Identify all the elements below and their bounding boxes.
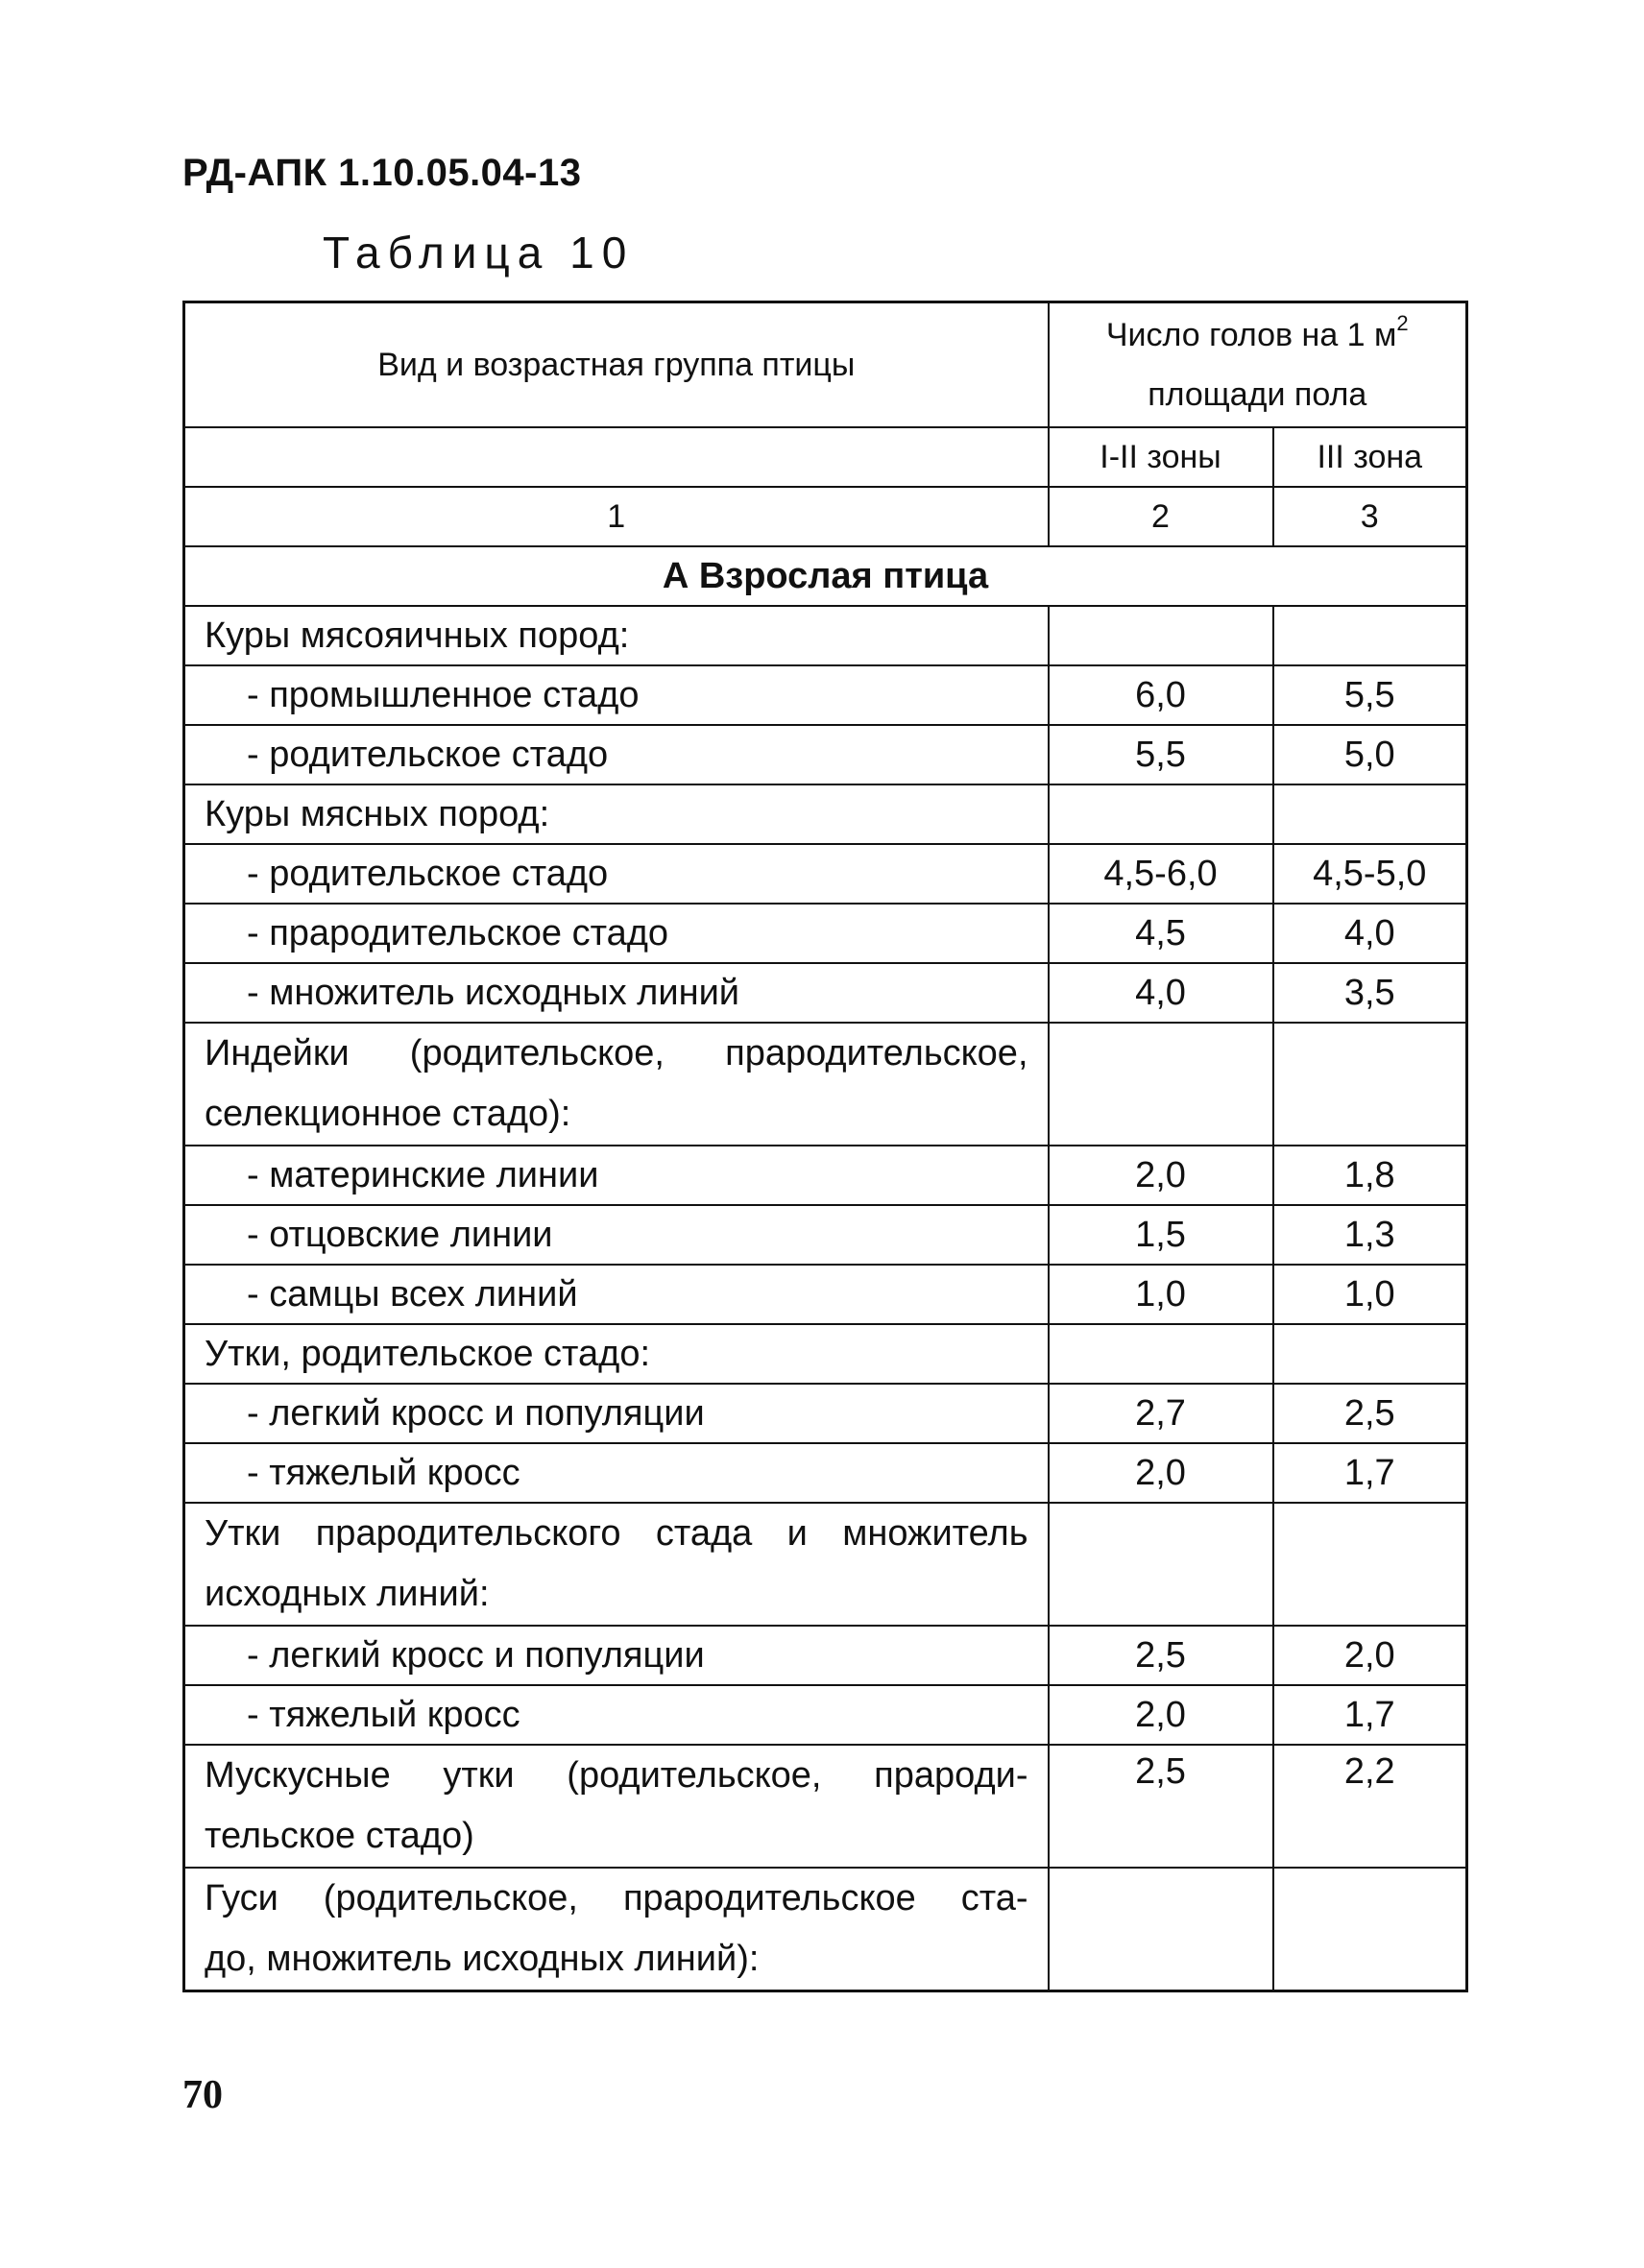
row-label: - материнские линии (184, 1146, 1049, 1205)
table-title: Таблица 10 (323, 228, 635, 277)
header-row-1 (184, 302, 1467, 428)
data-table-container (182, 301, 1465, 1992)
value-zone-3: 3,5 (1273, 963, 1467, 1023)
value-zones-1-2: 2,5 (1049, 1626, 1273, 1685)
row-label: - легкий кросс и популяции (184, 1626, 1049, 1685)
value-zones-1-2 (1049, 1324, 1273, 1384)
row-label: - родительское стадо (184, 844, 1049, 904)
header-density-group (1049, 302, 1467, 428)
value-zones-1-2 (1049, 784, 1273, 844)
page-number: 70 (182, 2073, 223, 2117)
table-row (184, 1685, 1467, 1745)
value-zone-3: 1,7 (1273, 1685, 1467, 1745)
value-zone-3: 4,0 (1273, 904, 1467, 963)
table-row (184, 665, 1467, 725)
value-zone-3: 1,8 (1273, 1146, 1467, 1205)
row-label: Куры мясных пород: (184, 784, 1049, 844)
table-row (184, 1626, 1467, 1685)
table-row (184, 963, 1467, 1023)
value-zones-1-2 (1049, 606, 1273, 665)
row-label (184, 1745, 1049, 1868)
value-zone-3: 5,5 (1273, 665, 1467, 725)
table-row (184, 1205, 1467, 1265)
row-label: - тяжелый кросс (184, 1685, 1049, 1745)
value-zone-3 (1273, 606, 1467, 665)
column-number-1: 1 (184, 487, 1049, 546)
row-label: - отцовские линии (184, 1205, 1049, 1265)
section-row (184, 546, 1467, 606)
header-density-line1: Число голов на 1 м (1105, 317, 1397, 353)
column-number-3: 3 (1273, 487, 1467, 546)
value-zones-1-2: 4,5-6,0 (1049, 844, 1273, 904)
value-zones-1-2: 1,0 (1049, 1265, 1273, 1324)
table-row (184, 844, 1467, 904)
value-zones-1-2: 2,5 (1049, 1745, 1273, 1868)
value-zones-1-2: 1,5 (1049, 1205, 1273, 1265)
row-label: - промышленное стадо (184, 665, 1049, 725)
row-label-line2: до, множитель исходных линий): (205, 1939, 760, 1979)
table-row (184, 1868, 1467, 1991)
value-zone-3: 2,5 (1273, 1384, 1467, 1443)
row-label (184, 1503, 1049, 1626)
row-label: - множитель исходных линий (184, 963, 1049, 1023)
row-label: Утки, родительское стадо: (184, 1324, 1049, 1384)
row-label-line1: Мускусные утки (родительское, прароди- (205, 1755, 1028, 1796)
row-label: - родительское стадо (184, 725, 1049, 784)
value-zone-3: 2,2 (1273, 1745, 1467, 1868)
table-row (184, 1443, 1467, 1503)
header-row-2 (184, 427, 1467, 487)
header-zones-1-2: I-II зоны (1049, 427, 1273, 487)
section-adult-poultry: А Взрослая птица (184, 546, 1467, 606)
table-row (184, 1265, 1467, 1324)
table-row (184, 725, 1467, 784)
value-zone-3: 5,0 (1273, 725, 1467, 784)
table-row (184, 1023, 1467, 1146)
header-density-superscript: 2 (1396, 311, 1409, 335)
column-number-2: 2 (1049, 487, 1273, 546)
table-row (184, 904, 1467, 963)
row-label (184, 1023, 1049, 1146)
value-zones-1-2: 4,5 (1049, 904, 1273, 963)
table-row (184, 1146, 1467, 1205)
header-species-age-group: Вид и возрастная группа птицы (184, 302, 1049, 428)
value-zone-3: 1,0 (1273, 1265, 1467, 1324)
value-zones-1-2 (1049, 1868, 1273, 1991)
value-zone-3 (1273, 784, 1467, 844)
row-label-line1: Индейки (родительское, прародительское, (205, 1033, 1028, 1074)
value-zone-3: 4,5-5,0 (1273, 844, 1467, 904)
value-zone-3 (1273, 1503, 1467, 1626)
value-zones-1-2: 2,0 (1049, 1443, 1273, 1503)
column-number-row (184, 487, 1467, 546)
table-row (184, 1384, 1467, 1443)
value-zones-1-2: 2,0 (1049, 1146, 1273, 1205)
row-label-line2: исходных линий: (205, 1574, 490, 1614)
document-code: РД-АПК 1.10.05.04-13 (182, 152, 582, 194)
row-label-line1: Утки прародительского стада и множитель (205, 1513, 1028, 1554)
row-label: - прародительское стадо (184, 904, 1049, 963)
data-table (182, 301, 1468, 1992)
value-zone-3: 2,0 (1273, 1626, 1467, 1685)
value-zones-1-2: 2,0 (1049, 1685, 1273, 1745)
header-density-line2: площади пола (1148, 376, 1367, 413)
value-zones-1-2 (1049, 1023, 1273, 1146)
header-zone-3: III зона (1273, 427, 1467, 487)
value-zone-3: 1,3 (1273, 1205, 1467, 1265)
header-col1-spacer (184, 427, 1049, 487)
value-zones-1-2: 6,0 (1049, 665, 1273, 725)
value-zone-3 (1273, 1868, 1467, 1991)
table-row (184, 606, 1467, 665)
value-zones-1-2: 5,5 (1049, 725, 1273, 784)
table-row (184, 1745, 1467, 1868)
row-label (184, 1868, 1049, 1991)
value-zone-3 (1273, 1324, 1467, 1384)
row-label: - легкий кросс и популяции (184, 1384, 1049, 1443)
value-zones-1-2: 2,7 (1049, 1384, 1273, 1443)
row-label-line1: Гуси (родительское, прародительское ста- (205, 1878, 1028, 1918)
value-zones-1-2: 4,0 (1049, 963, 1273, 1023)
table-row (184, 784, 1467, 844)
row-label-line2: тельское стадо) (205, 1816, 474, 1856)
row-label: - тяжелый кросс (184, 1443, 1049, 1503)
value-zone-3: 1,7 (1273, 1443, 1467, 1503)
table-row (184, 1324, 1467, 1384)
row-label: Куры мясояичных пород: (184, 606, 1049, 665)
row-label-line2: селекционное стадо): (205, 1094, 571, 1134)
value-zone-3 (1273, 1023, 1467, 1146)
table-row (184, 1503, 1467, 1626)
row-label: - самцы всех линий (184, 1265, 1049, 1324)
value-zones-1-2 (1049, 1503, 1273, 1626)
